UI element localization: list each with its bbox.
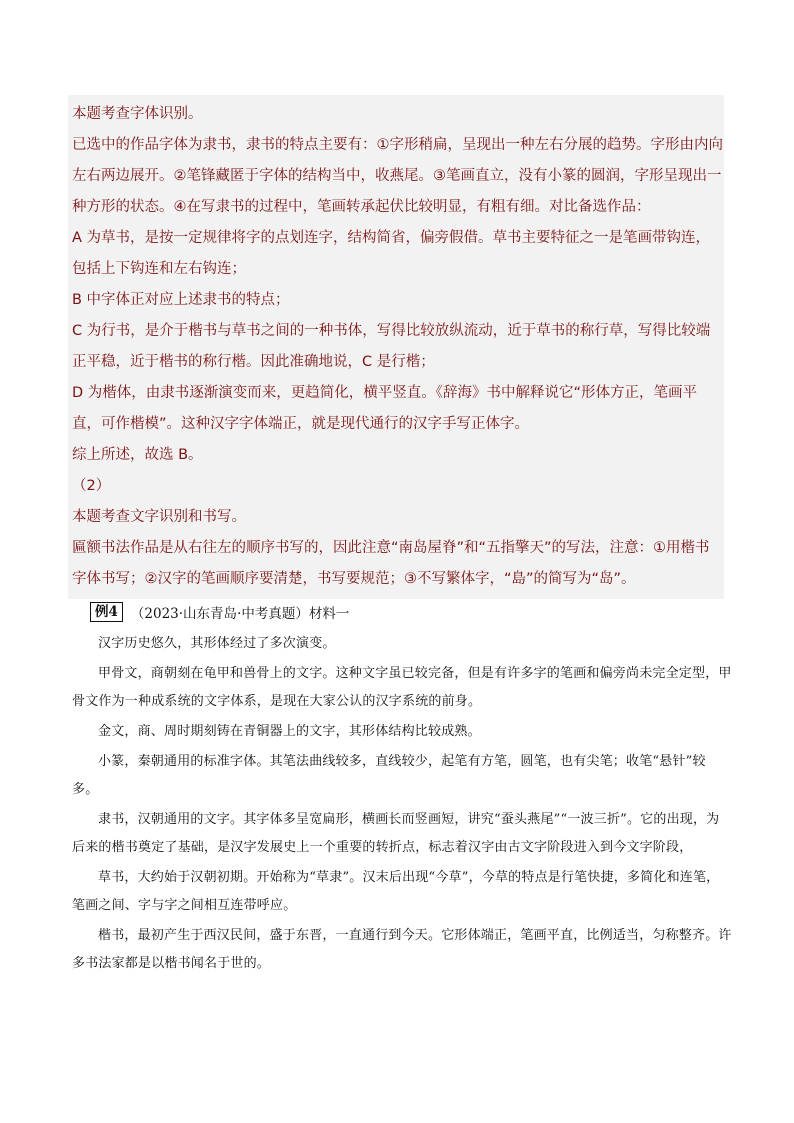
analysis-paragraph: C 为行书，是介于楷书与草书之间的一种书体，写得比较放纵流动，近于草书的称行草，写得比较端正平稳，近于楷书的称行楷。因此准确地说，C 是行楷； [72,323,711,370]
analysis-paragraph: D 为楷体，由隶书逐渐演变而来，更趋简化，横平竖直。《辞海》书中解释说它“形体方正，笔画平直，可作楷模”。这种汉字字体端正，就是现代通行的汉字手写正体字。 [72,385,698,432]
example-paragraph: 隶书，汉朝通用的文字。其字体多呈宽扁形，横画长而竖画短，讲究“蚕头燕尾”“一波三折”。它的出现，为后来的楷书奠定了基础，是汉字发展史上一个重要的转折点，标志着汉字由古文字阶段进入到今文字阶段， [72,812,720,855]
example-paragraph: 小篆，秦朝通用的标准字体。其笔法曲线较多，直线较少，起笔有方笔，圆笔，也有尖笔；收笔“悬针”较多。 [72,754,706,797]
analysis-paragraph: 本题考查字体识别。 [72,106,203,122]
example-paragraph: 金文，商、周时期刻铸在青铜器上的文字，其形体结构比较成熟。 [98,724,481,739]
analysis-section [68,95,724,599]
analysis-paragraph: 本题考查文字识别和书写。 [72,509,246,525]
analysis-paragraph: A 为草书，是按一定规律将字的点划连字，结构简省，偏旁假借。草书主要特征之一是笔画带钩连，包括上下钩连和左右钩连； [72,230,711,277]
analysis-paragraph: （2） [72,478,111,494]
example-paragraph: 草书，大约始于汉朝初期。开始称为“草隶”。汉末后出现“今草”，今草的特点是行笔快捷，多简化和连笔，笔画之间、字与字之间相互连带呼应。 [72,870,720,913]
example-badge: 例4 [90,602,123,622]
example-header [72,600,732,624]
example-paragraph: 楷书，最初产生于西汉民间，盛于东晋，一直通行到今天。它形体端正，笔画平直，比例适当，匀称整齐。许多书法家都是以楷书闻名于世的。 [72,928,732,971]
analysis-paragraph: 匾额书法作品是从右往左的顺序书写的，因此注意“南岛屋脊”和“五指擎天”的写法，注意：①用楷书字体书写；②汉字的笔画顺序要清楚，书写要规范；③不写繁体字，“島”的简写为“岛”。 [72,540,710,587]
example-source: （2023·山东青岛·中考真题）材料一 [130,606,350,622]
analysis-paragraph: B 中字体正对应上述隶书的特点； [72,292,290,308]
example-paragraph: 汉字历史悠久，其形体经过了多次演变。 [98,636,336,651]
example-section [72,600,732,980]
example-paragraph: 甲骨文，商朝刻在龟甲和兽骨上的文字。这种文字虽已较完备，但是有许多字的笔画和偏旁尚未完全定型，甲骨文作为一种成系统的文字体系，是现在大家公认的汉字系统的前身。 [72,666,732,709]
analysis-paragraph: 综上所述，故选 B。 [72,447,203,463]
analysis-paragraph: 已选中的作品字体为隶书，隶书的特点主要有：①字形稍扁，呈现出一种左右分展的趋势。字形由内向左右两边展开。②笔锋藏匿于字体的结构当中，收燕尾。③笔画直立，没有小篆的圆润，字形呈现出一种方形的状态。④在写隶书的过程中，笔画转承起伏比较明显，有粗有细。对比备选作品： [72,137,723,215]
